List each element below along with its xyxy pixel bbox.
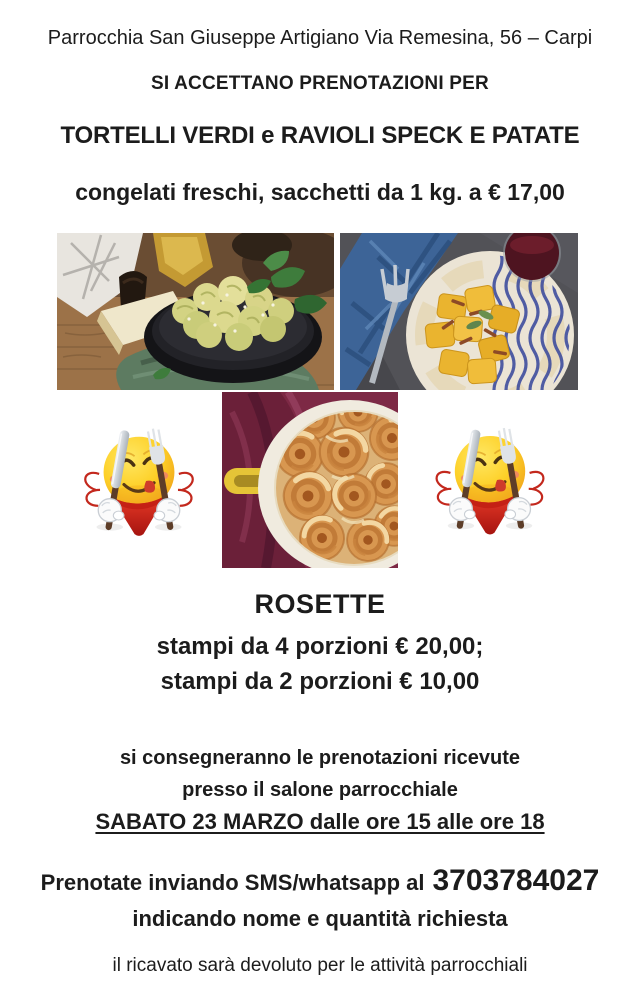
pickup-line-1: si consegneranno le prenotazioni ricevute: [119, 747, 521, 769]
products-title: TORTELLI VERDI e RAVIOLI SPECK E PATATE: [60, 122, 580, 149]
rosette-price-4-line: stampi da 4 porzioni € 20,00;: [156, 633, 484, 660]
tortelli-verdi-photo: [57, 233, 334, 390]
ravioli-speck-patate-photo: [340, 233, 578, 390]
hungry-emoji-left-icon: [72, 419, 206, 543]
pickup-date-line: SABATO 23 MARZO dalle ore 15 alle ore 18: [95, 809, 545, 834]
booking-line: [0, 864, 640, 900]
reservation-subtitle: SI ACCETTANO PRENOTAZIONI PER: [151, 73, 489, 94]
rosette-title: ROSETTE: [254, 589, 386, 619]
bag-price-line: congelati freschi, sacchetti da 1 kg. a € 17,00: [75, 179, 565, 205]
wine-glass-icon: [504, 233, 560, 281]
address-line: Parrocchia San Giuseppe Artigiano Via Remesina, 56 – Carpi: [47, 27, 593, 49]
rosette-price-2-line: stampi da 2 porzioni € 10,00: [160, 668, 480, 695]
proceeds-note: il ricavato sarà devoluto per le attività parrocchiali: [112, 955, 528, 976]
phone-number: 3703784027: [432, 864, 600, 897]
rosette-photo: [222, 392, 398, 568]
pickup-line-2: presso il salone parrocchiale: [182, 779, 458, 801]
booking-detail-line: indicando nome e quantità richiesta: [132, 906, 508, 931]
booking-prefix: Prenotate inviando SMS/whatsapp al: [40, 870, 425, 895]
hungry-emoji-right-icon: [424, 418, 556, 542]
